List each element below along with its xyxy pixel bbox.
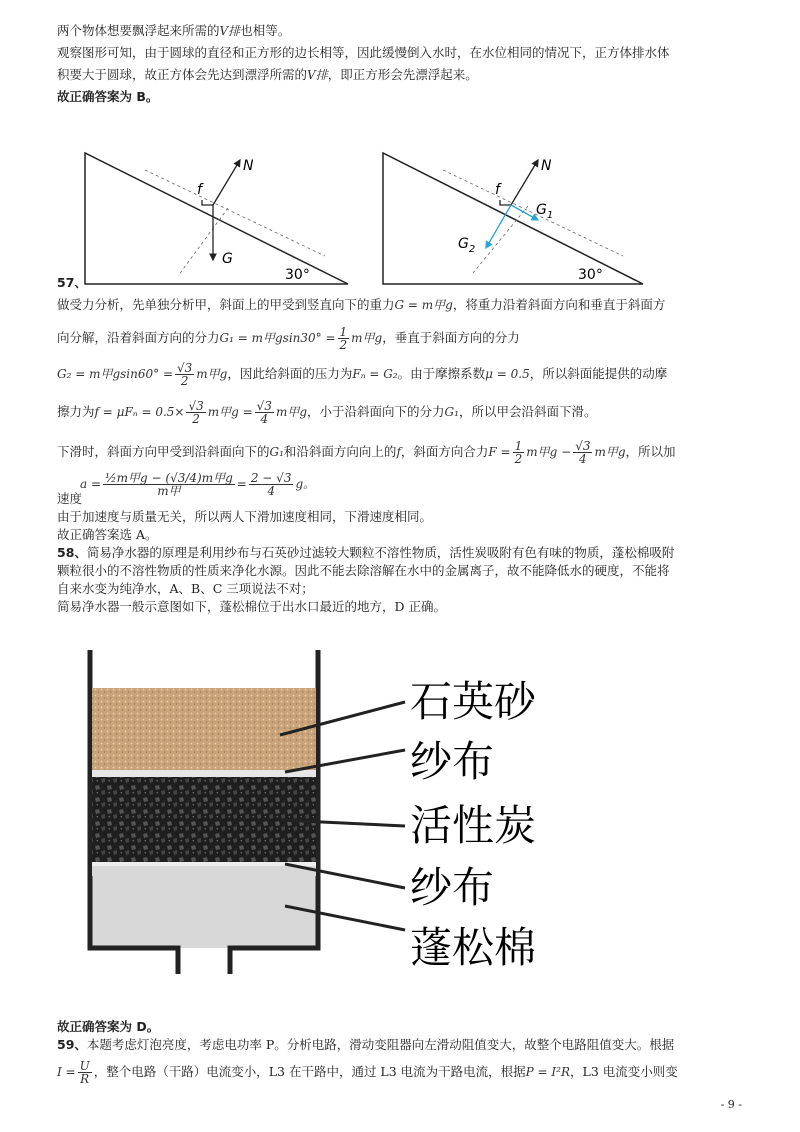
math: a = xyxy=(80,477,102,491)
denominator: 2 xyxy=(180,374,189,388)
text: ，将重力沿着斜面方向和垂直于斜面方 xyxy=(452,297,666,312)
friction-marker xyxy=(500,200,511,205)
label-G2-sub: 2 xyxy=(468,244,476,255)
label-f: f xyxy=(495,182,500,198)
text-line: 自来水变为纯净水，A、B、C 三项说法不对； xyxy=(57,581,314,596)
numerator: U xyxy=(79,1059,90,1073)
denominator: 4 xyxy=(260,412,269,426)
fraction xyxy=(573,440,592,465)
fraction xyxy=(103,472,235,497)
text-line: 速度 xyxy=(57,491,83,506)
label-f: f xyxy=(197,182,202,198)
denominator: 2 xyxy=(339,338,348,352)
water-filter-diagram xyxy=(70,640,590,980)
text-line xyxy=(57,66,478,84)
numerator: 1 xyxy=(514,439,523,453)
math: G = m甲g xyxy=(394,298,453,312)
text: ，斜面方向合力 xyxy=(400,444,489,459)
numerator: √3 xyxy=(575,439,591,453)
question-number: 59、 xyxy=(57,1037,87,1052)
numerator: √3 xyxy=(177,361,193,375)
fraction xyxy=(249,472,294,497)
math: = xyxy=(236,477,247,491)
text: 下滑时，斜面方向甲受到沿斜面向下的 xyxy=(57,444,270,459)
dashed-parallel xyxy=(145,170,325,256)
text-line xyxy=(57,326,520,351)
text: 擦力为 xyxy=(57,404,95,419)
text-line: 简易净水器一般示意图如下，蓬松棉位于出水口最近的地方，D 正确。 xyxy=(57,599,446,614)
answer-line: 故正确答案为 B。 xyxy=(57,89,159,104)
math: m甲g = xyxy=(207,405,253,419)
label-quartz-sand: 石英砂 xyxy=(410,677,537,726)
text-line xyxy=(57,400,596,425)
label-G1-main: G xyxy=(536,202,547,218)
math: f = μFₙ = 0.5× xyxy=(94,405,185,419)
text-line: 观察图形可知，由于圆球的直径和正方形的边长相等，因此缓慢倒入水时，在水位相同的情况下，正方体排水体 xyxy=(57,45,670,60)
text: 和沿斜面方向向上的 xyxy=(283,444,397,459)
text: 简易净水器的原理是利用纱布与石英砂过滤较大颗粒不溶性物质，活性炭吸附有色有味的物质，蓬松棉吸附 xyxy=(86,545,675,560)
text: ，垂直于斜面方向的分力 xyxy=(382,330,520,345)
text: ，小于沿斜面向下的分力 xyxy=(307,404,445,419)
label-N: N xyxy=(541,158,552,174)
text-line xyxy=(57,544,674,562)
math: m甲g xyxy=(594,445,626,459)
text: 本题考虑灯泡亮度，考虑电功率 P。分析电路，滑动变阻器向左滑动阻值变大，故整个电路阻值变大。根据 xyxy=(86,1037,675,1052)
normal-force-arrow xyxy=(511,160,538,205)
math: F = xyxy=(488,445,511,459)
dashed-perpendicular xyxy=(473,206,528,273)
label-G2-main: G xyxy=(458,236,469,252)
text: ，所以斜面能提供的动摩 xyxy=(529,366,668,381)
label-cotton: 蓬松棉 xyxy=(410,923,537,972)
dashed-perpendicular xyxy=(178,208,228,276)
math: G₁ xyxy=(269,445,284,459)
text-line xyxy=(57,362,667,387)
label-gauze-1: 纱布 xyxy=(410,737,495,786)
math: G₂ = m甲gsin60° = xyxy=(57,367,174,381)
fraction xyxy=(255,400,274,425)
incline-triangle xyxy=(85,153,348,284)
layer-quartz-sand xyxy=(92,688,316,770)
text: ，L3 电流变小则变 xyxy=(570,1064,678,1079)
layer-gauze-1 xyxy=(92,770,316,777)
text-line xyxy=(57,1060,678,1085)
text: ，所以甲会沿斜面下滑。 xyxy=(458,404,597,419)
fraction xyxy=(78,1060,92,1085)
text-line xyxy=(57,1036,674,1054)
math: I = xyxy=(57,1065,76,1079)
denominator: 4 xyxy=(267,484,275,498)
text-line: 颗粒很小的不溶性物质的性质来净化水源。因此不能去除溶解在水中的金属离子，故不能降低水的硬度，不能将 xyxy=(57,563,670,578)
numerator: 2 − √3 xyxy=(250,471,292,485)
math: G₁ = m甲gsin30° = xyxy=(219,331,336,345)
incline-triangle xyxy=(383,153,643,284)
text: 向分解，沿着斜面方向的分力 xyxy=(57,330,220,345)
math: G₁ xyxy=(444,405,459,419)
answer-line: 故正确答案为 D。 xyxy=(57,1019,160,1034)
math: m甲g xyxy=(196,367,228,381)
label-G2 xyxy=(458,236,475,255)
label-angle: 30° xyxy=(285,267,310,283)
text: 做受力分析，先单独分析甲，斜面上的甲受到竖直向下的重力 xyxy=(57,297,395,312)
denominator: 2 xyxy=(514,452,523,466)
page-number: - 9 - xyxy=(720,1098,742,1111)
denominator: m甲 xyxy=(157,484,181,498)
fraction xyxy=(175,362,194,387)
normal-force-arrow xyxy=(213,160,240,205)
formula-line xyxy=(80,472,315,497)
numerator: ½m甲g − (√3/4)m甲g xyxy=(105,471,233,485)
math: P = I²R xyxy=(525,1065,571,1079)
text: ，即正方形会先漂浮起来。 xyxy=(327,67,478,82)
question-number: 58、 xyxy=(57,545,87,560)
math: m甲g xyxy=(275,405,308,419)
text: 积要大于圆球，故正方体会先达到漂浮所需的 xyxy=(57,67,308,82)
incline-figure-right xyxy=(378,148,653,288)
answer-line: 故正确答案选 A。 xyxy=(57,527,158,542)
denominator: 2 xyxy=(192,412,200,426)
text-line xyxy=(57,22,290,40)
math: g。 xyxy=(295,477,316,491)
text: ，整个电路（干路）电流变小，L3 在干路中，通过 L3 电流为干路电流，根据 xyxy=(93,1064,526,1079)
fraction xyxy=(513,440,525,465)
question-number: 57、 xyxy=(57,275,87,290)
friction-marker xyxy=(202,200,213,205)
label-angle: 30° xyxy=(578,267,603,283)
label-N: N xyxy=(243,158,254,174)
math: m甲g − xyxy=(526,445,572,459)
fraction xyxy=(186,400,205,425)
layer-cotton xyxy=(92,866,316,948)
text: ，所以加 xyxy=(625,444,676,459)
text-line xyxy=(57,296,665,314)
label-G: G xyxy=(222,251,233,267)
numerator: √3 xyxy=(256,399,272,413)
label-G1 xyxy=(536,202,553,221)
denominator: 4 xyxy=(579,452,587,466)
math: Fₙ = G₂ xyxy=(352,367,398,381)
text: ，因此给斜面的压力为 xyxy=(227,366,353,381)
label-gauze-2: 纱布 xyxy=(410,863,495,912)
text: 两个物体想要飘浮起来所需的 xyxy=(57,23,220,38)
fraction xyxy=(338,326,350,351)
math: f xyxy=(396,445,401,459)
component-g1-arrow xyxy=(511,205,538,220)
math: μ = 0.5 xyxy=(485,367,530,381)
math: m甲g xyxy=(351,331,383,345)
math-v: V排 xyxy=(219,24,241,38)
text-line: 由于加速度与质量无关，所以两人下滑加速度相同，下滑速度相同。 xyxy=(57,509,433,524)
denominator: R xyxy=(80,1072,90,1086)
text-line xyxy=(57,440,676,465)
numerator: √3 xyxy=(188,399,204,413)
layer-gauze-2 xyxy=(92,862,316,866)
incline-figure-left xyxy=(80,148,355,288)
text: 也相等。 xyxy=(240,23,291,38)
label-G1-sub: 1 xyxy=(546,210,554,221)
label-activated-carbon: 活性炭 xyxy=(410,801,537,850)
text: 。由于摩擦系数 xyxy=(397,366,486,381)
math-v: V排 xyxy=(307,68,328,82)
numerator: 1 xyxy=(339,325,348,339)
